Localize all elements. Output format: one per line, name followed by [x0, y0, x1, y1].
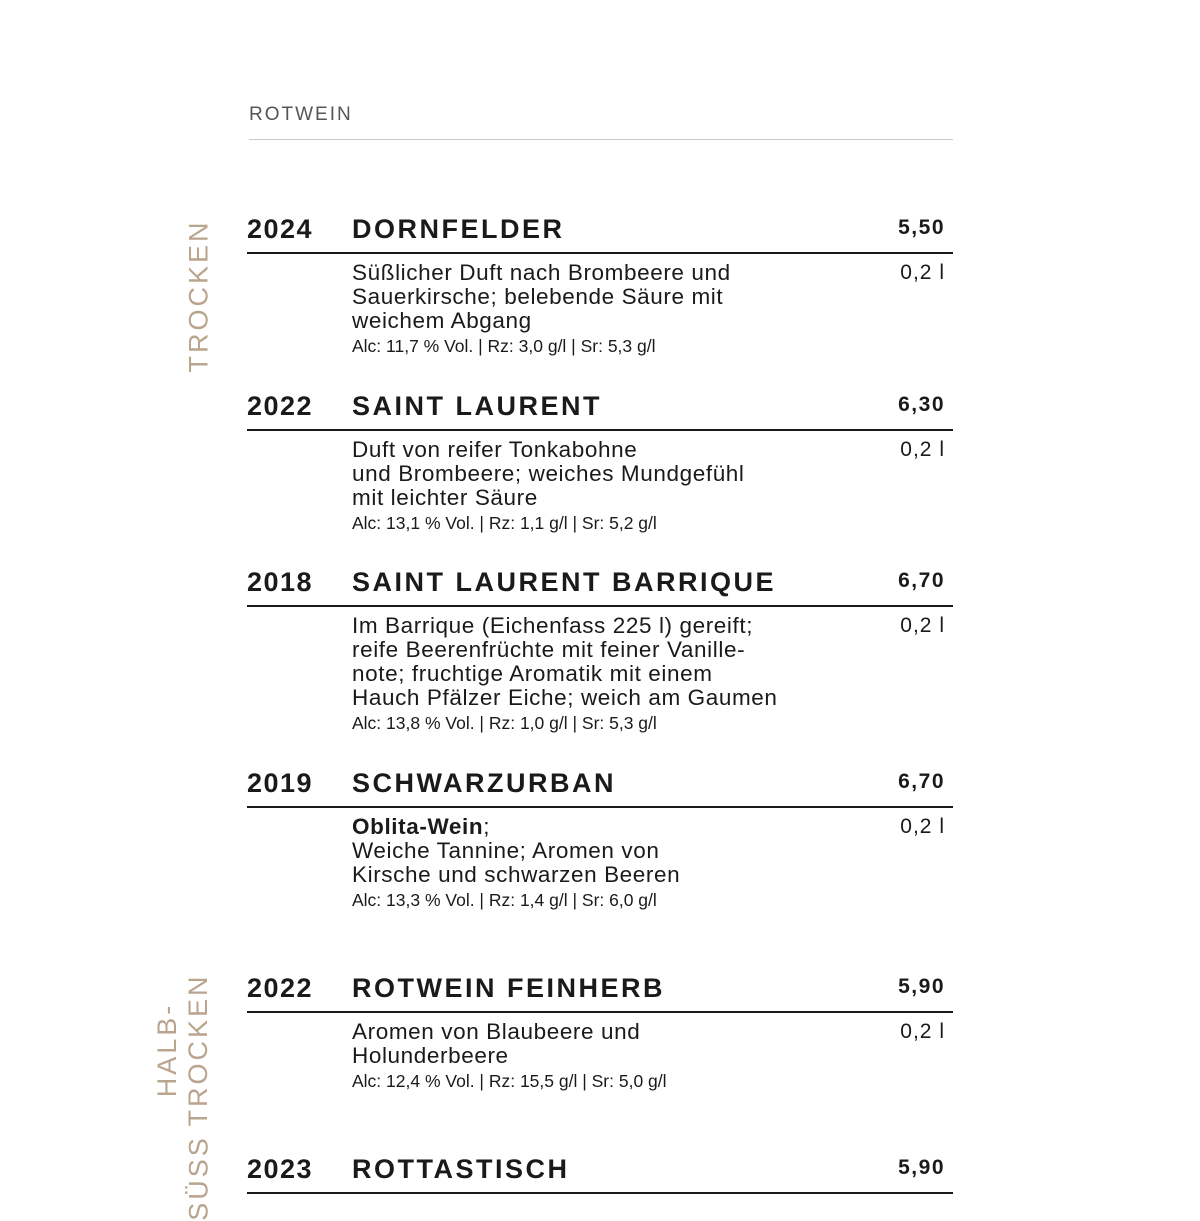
section-title: ROTWEIN	[249, 104, 353, 125]
wine-description-line: und Brombeere; weiches Mundgefühl	[352, 461, 745, 486]
side-label-halbtrocken	[152, 973, 214, 1126]
side-label-suess	[184, 1135, 215, 1221]
wine-entry	[247, 391, 953, 535]
wine-year: 2022	[247, 973, 314, 1003]
wine-description-line: Hauch Pfälzer Eiche; weich am Gaumen	[352, 685, 778, 710]
wine-description	[352, 1020, 802, 1068]
wine-year: 2019	[247, 768, 314, 798]
wine-body	[247, 431, 953, 535]
wine-specs: Alc: 13,1 % Vol. | Rz: 1,1 g/l | Sr: 5,2 g/l	[352, 513, 657, 533]
section-divider	[249, 139, 953, 140]
wine-description-line: Holunderbeere	[352, 1043, 509, 1068]
wine-description-line: Süßlicher Duft nach Brombeere und	[352, 260, 731, 285]
wine-description	[352, 261, 802, 333]
wine-year: 2018	[247, 567, 314, 597]
wine-description-line: reife Beerenfrüchte mit feiner Vanille-	[352, 637, 746, 662]
wine-description	[352, 614, 822, 710]
wine-name: SAINT LAURENT	[352, 391, 602, 421]
wine-name: SCHWARZURBAN	[352, 768, 616, 798]
wine-volume: 0,2 l	[900, 261, 945, 284]
wine-name: SAINT LAURENT BARRIQUE	[352, 567, 776, 597]
wine-price: 6,30	[898, 393, 945, 416]
wine-divider	[247, 1192, 953, 1194]
wine-body	[247, 808, 953, 912]
wine-description-line: Sauerkirsche; belebende Säure mit	[352, 284, 724, 309]
side-label-halbtrocken-line2: TROCKEN	[183, 973, 213, 1127]
wine-price: 5,50	[898, 216, 945, 239]
wine-description-line	[352, 815, 802, 839]
wine-body	[247, 607, 953, 735]
wine-price: 6,70	[898, 770, 945, 793]
wine-entry	[247, 567, 953, 735]
wine-description-line: Weiche Tannine; Aromen von	[352, 838, 660, 863]
wine-header	[247, 214, 953, 252]
side-label-suess-text: SÜSS	[183, 1135, 214, 1221]
wine-name: DORNFELDER	[352, 214, 565, 244]
wine-price: 5,90	[898, 975, 945, 998]
wine-description-line: note; fruchtige Aromatik mit einem	[352, 661, 713, 686]
wine-header	[247, 1154, 953, 1192]
wine-volume: 0,2 l	[900, 1020, 945, 1043]
wine-year: 2022	[247, 391, 314, 421]
wine-specs: Alc: 12,4 % Vol. | Rz: 15,5 g/l | Sr: 5,0 g/l	[352, 1071, 667, 1091]
wine-name: ROTWEIN FEINHERB	[352, 973, 665, 1003]
wine-label-bold: Oblita-Wein	[352, 814, 484, 839]
wine-specs: Alc: 13,3 % Vol. | Rz: 1,4 g/l | Sr: 6,0 g/l	[352, 890, 657, 910]
wine-header	[247, 391, 953, 429]
wine-price: 6,70	[898, 569, 945, 592]
wine-volume: 0,2 l	[900, 438, 945, 461]
wine-entry	[247, 768, 953, 912]
wine-header	[247, 567, 953, 605]
wine-specs: Alc: 13,8 % Vol. | Rz: 1,0 g/l | Sr: 5,3 g/l	[352, 713, 657, 733]
wine-year: 2024	[247, 214, 314, 244]
wine-description-line: Aromen von Blaubeere und	[352, 1019, 641, 1044]
wine-description-line: Duft von reifer Tonkabohne	[352, 437, 638, 462]
wine-name: ROTTASTISCH	[352, 1154, 570, 1184]
wine-volume: 0,2 l	[900, 614, 945, 637]
wine-entry	[247, 214, 953, 358]
side-label-halbtrocken-line1: HALB-	[152, 1002, 182, 1098]
wine-specs: Alc: 11,7 % Vol. | Rz: 3,0 g/l | Sr: 5,3 g/l	[352, 336, 656, 356]
wine-entry	[247, 973, 953, 1093]
wine-label-bold-suffix: ;	[483, 814, 491, 839]
wine-header	[247, 973, 953, 1011]
wine-header	[247, 768, 953, 806]
wine-volume: 0,2 l	[900, 815, 945, 838]
side-label-trocken-text: TROCKEN	[183, 219, 214, 373]
wine-entry	[247, 1154, 953, 1194]
wine-description-line: Im Barrique (Eichenfass 225 l) gereift;	[352, 613, 754, 638]
wine-body	[247, 254, 953, 358]
wine-year: 2023	[247, 1154, 314, 1184]
wine-description	[352, 815, 802, 887]
side-label-trocken	[184, 219, 215, 372]
wine-description-line: Kirsche und schwarzen Beeren	[352, 862, 681, 887]
wine-description-line: mit leichter Säure	[352, 485, 538, 510]
wine-description	[352, 438, 802, 510]
wine-price: 5,90	[898, 1156, 945, 1179]
wine-body	[247, 1013, 953, 1093]
wine-description-line: weichem Abgang	[352, 308, 532, 333]
